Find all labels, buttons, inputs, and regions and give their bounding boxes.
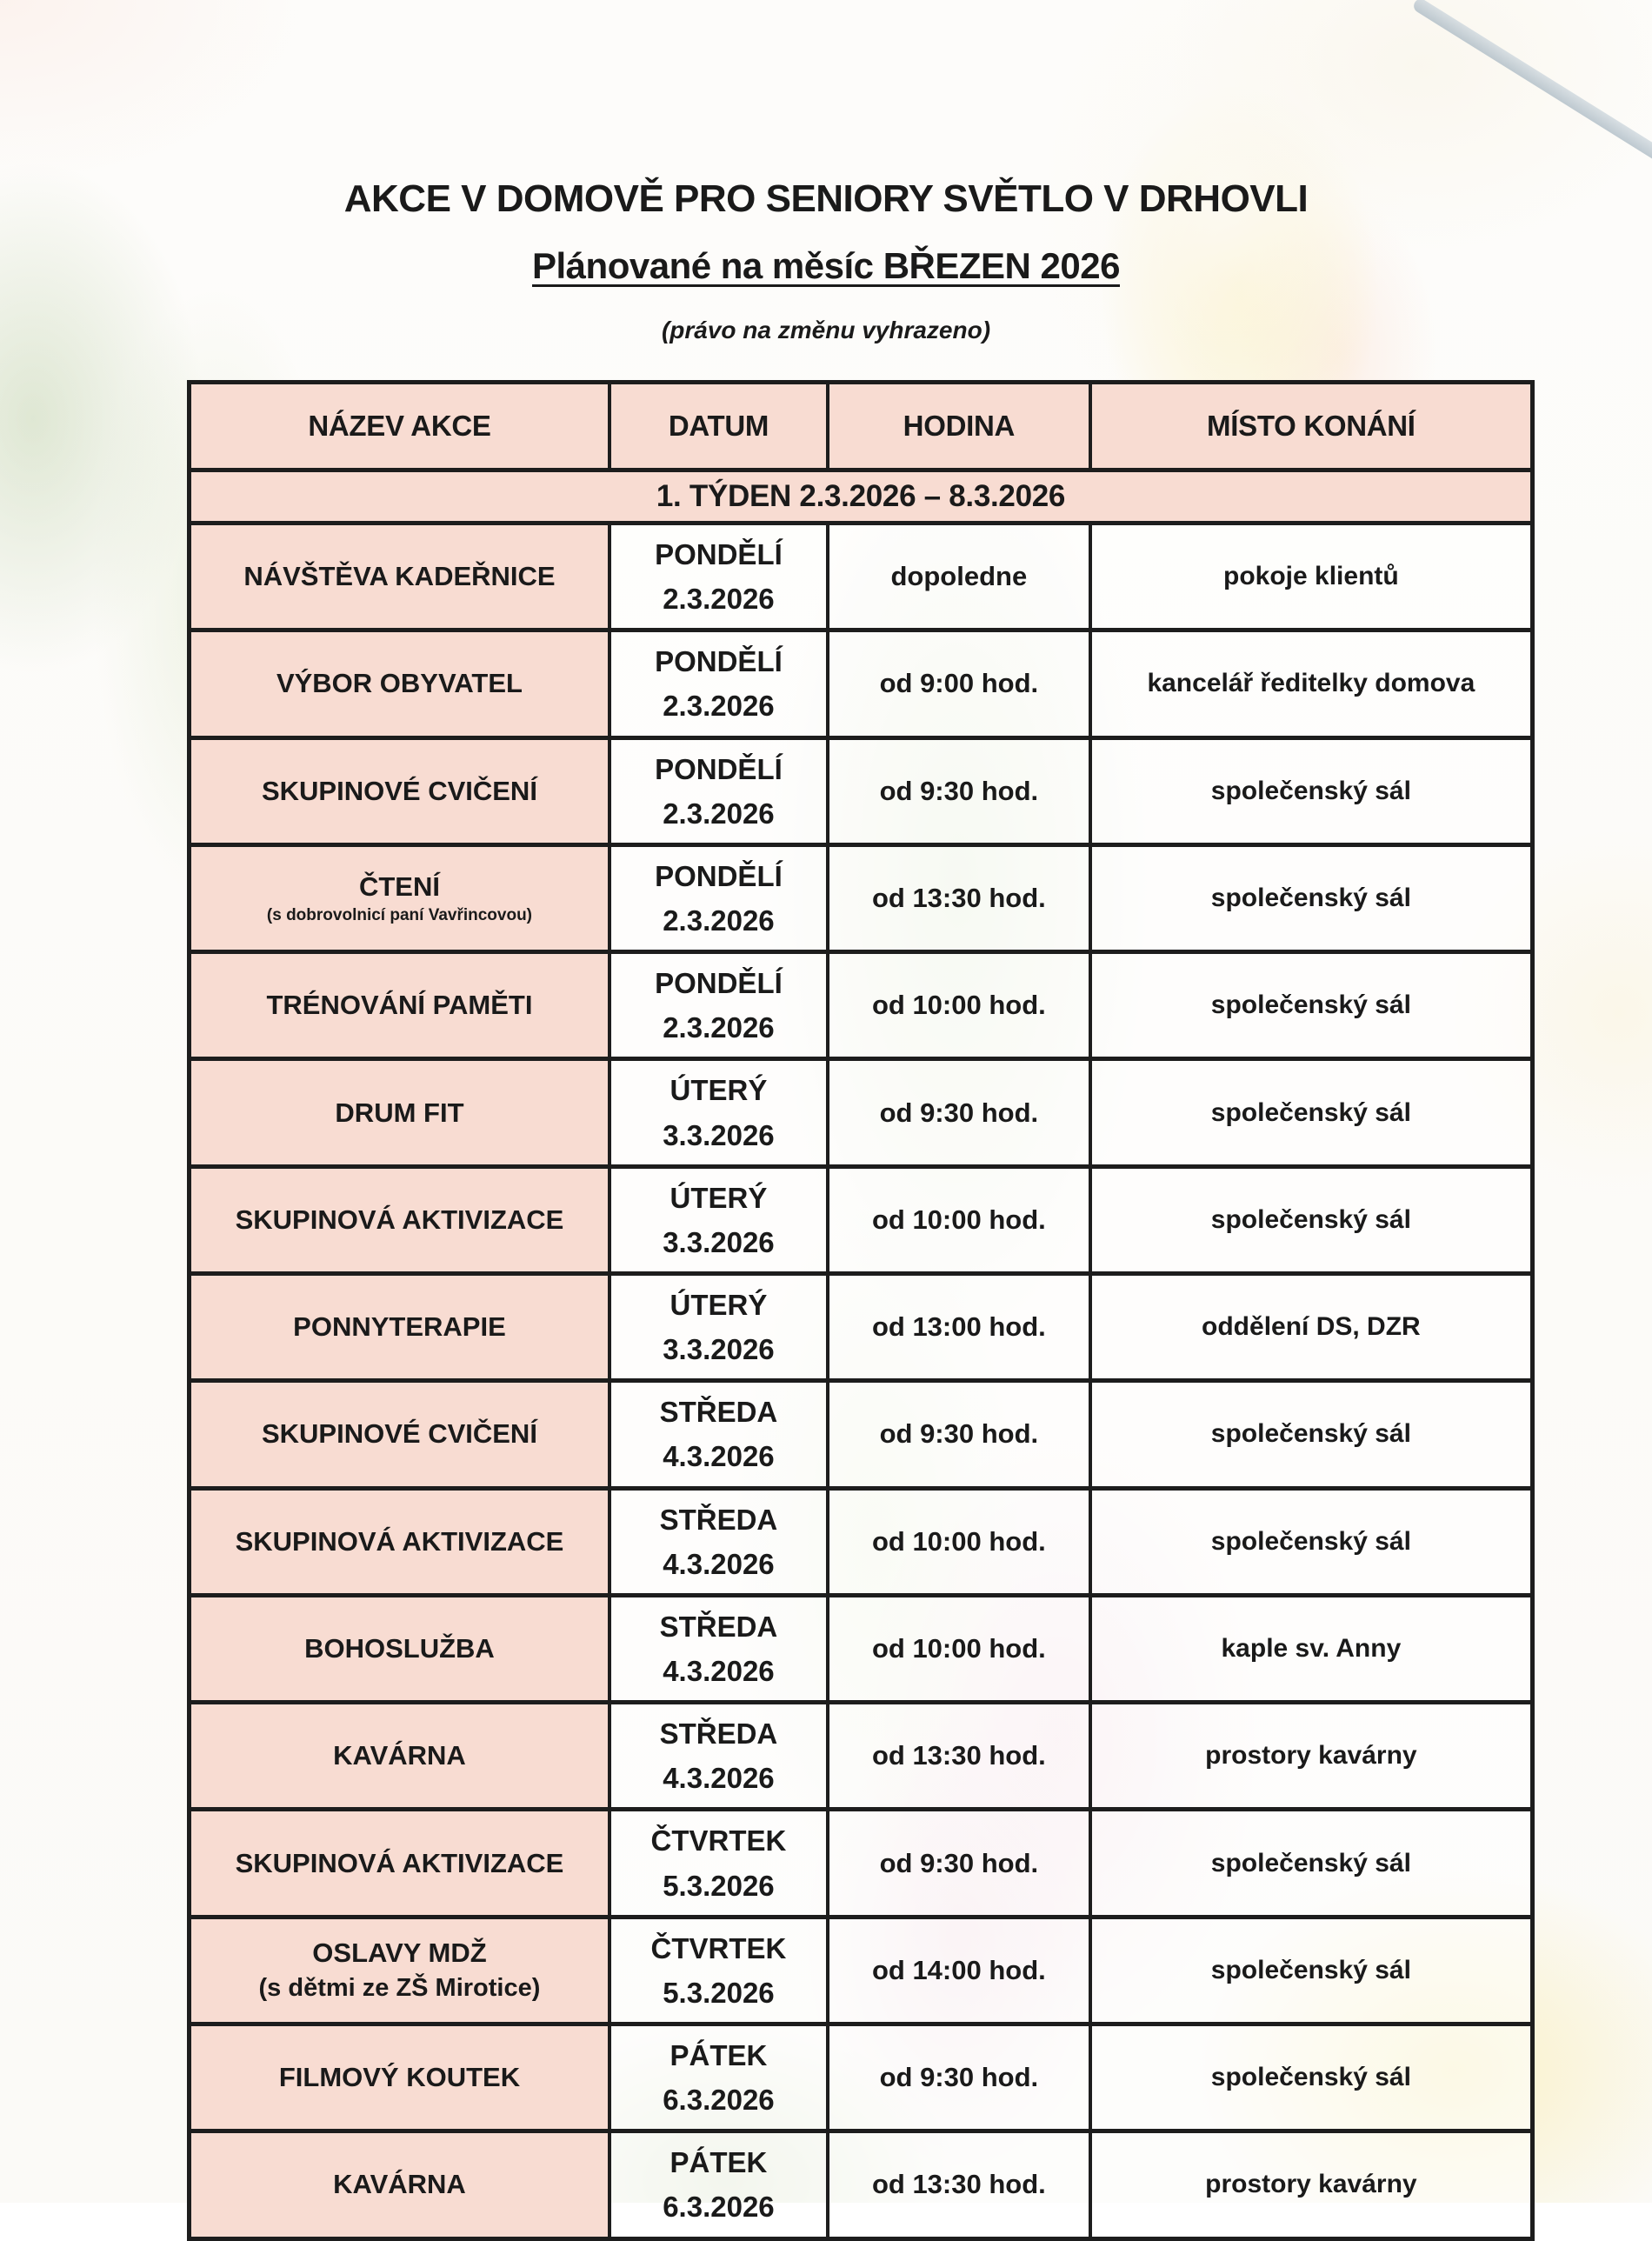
event-name: BOHOSLUŽBA xyxy=(304,1632,495,1664)
event-time: od 9:00 hod. xyxy=(879,668,1039,699)
event-place-cell xyxy=(1089,736,1530,843)
event-day: PÁTEK xyxy=(669,2038,768,2071)
event-place: společenský sál xyxy=(1210,1097,1411,1127)
event-place: společenský sál xyxy=(1210,883,1411,912)
event-date: 6.3.2026 xyxy=(663,2084,775,2117)
event-name: TRÉNOVÁNÍ PAMĚTI xyxy=(266,990,533,1021)
event-time: od 13:00 hod. xyxy=(871,1311,1046,1343)
event-name: SKUPINOVÁ AKTIVIZACE xyxy=(235,1204,564,1235)
event-date: 6.3.2026 xyxy=(663,2191,775,2224)
event-date: 4.3.2026 xyxy=(663,1762,775,1795)
event-place-cell xyxy=(1089,1700,1530,1807)
event-date-cell xyxy=(608,521,826,628)
event-time: od 9:30 hod. xyxy=(879,2062,1039,2093)
event-day: PONDĚLÍ xyxy=(655,645,783,678)
event-date-cell xyxy=(608,1057,826,1164)
event-name: ČTENÍ xyxy=(358,870,440,902)
event-date-cell xyxy=(608,950,826,1057)
event-name: OSLAVY MDŽ xyxy=(312,1938,487,1969)
event-date: 2.3.2026 xyxy=(663,690,775,723)
event-place: společenský sál xyxy=(1210,2063,1411,2092)
event-name-cell xyxy=(191,1915,608,2022)
event-place-cell xyxy=(1089,2129,1530,2236)
event-place: společenský sál xyxy=(1210,1204,1411,1234)
event-place-cell xyxy=(1089,1378,1530,1485)
event-date-cell xyxy=(608,1378,826,1485)
event-time: od 13:30 hod. xyxy=(871,2169,1046,2200)
event-place-cell xyxy=(1089,1593,1530,1700)
event-time-cell xyxy=(826,736,1089,843)
event-date-cell xyxy=(608,1593,826,1700)
event-place-cell xyxy=(1089,2022,1530,2129)
event-day: STŘEDA xyxy=(659,1717,778,1751)
event-place: společenský sál xyxy=(1210,1526,1411,1556)
event-name-cell xyxy=(191,1271,608,1378)
event-time: dopoledne xyxy=(890,561,1028,592)
event-date-cell xyxy=(608,1486,826,1593)
event-date-cell xyxy=(608,843,826,950)
event-date-cell xyxy=(608,1915,826,2022)
event-name-note: (s dětmi ze ZŠ Mirotice) xyxy=(258,1974,541,2003)
event-time-cell xyxy=(826,1807,1089,1914)
event-day: STŘEDA xyxy=(659,1610,778,1643)
event-day: ČTVRTEK xyxy=(650,1931,787,1964)
event-name-cell xyxy=(191,1700,608,1807)
event-date: 5.3.2026 xyxy=(663,1976,775,2009)
event-time-cell xyxy=(826,1271,1089,1378)
event-time-cell xyxy=(826,1378,1089,1485)
event-date-cell xyxy=(608,1164,826,1271)
event-name: PONNYTERAPIE xyxy=(293,1311,506,1343)
event-name-cell xyxy=(191,843,608,950)
event-time-cell xyxy=(826,1700,1089,1807)
event-time: od 9:30 hod. xyxy=(879,1418,1039,1450)
event-name-cell xyxy=(191,736,608,843)
event-date: 4.3.2026 xyxy=(663,1440,775,1473)
event-day: PONDĚLÍ xyxy=(655,752,783,785)
event-name-cell xyxy=(191,950,608,1057)
event-time: od 10:00 hod. xyxy=(871,990,1046,1021)
event-place: společenský sál xyxy=(1210,776,1411,805)
event-place: společenský sál xyxy=(1210,1955,1411,1984)
event-day: PONDĚLÍ xyxy=(655,967,783,1000)
event-date: 4.3.2026 xyxy=(663,1547,775,1580)
event-day: ČTVRTEK xyxy=(650,1824,787,1857)
event-name: NÁVŠTĚVA KADEŘNICE xyxy=(243,561,556,592)
event-name: DRUM FIT xyxy=(335,1097,464,1128)
event-time: od 10:00 hod. xyxy=(871,1525,1046,1557)
event-time-cell xyxy=(826,1915,1089,2022)
event-time: od 13:30 hod. xyxy=(871,882,1046,913)
event-time-cell xyxy=(826,2022,1089,2129)
event-name-cell xyxy=(191,628,608,735)
event-time: od 10:00 hod. xyxy=(871,1632,1046,1664)
event-time: od 9:30 hod. xyxy=(879,1097,1039,1128)
event-date-cell xyxy=(608,1700,826,1807)
page-title: AKCE V DOMOVĚ PRO SENIORY SVĚTLO V DRHOVLI xyxy=(343,177,1309,220)
column-header-place: MÍSTO KONÁNÍ xyxy=(1089,384,1530,468)
change-reserved-note: (právo na změnu vyhrazeno) xyxy=(661,317,991,343)
column-header-time: HODINA xyxy=(826,384,1089,468)
document-headings xyxy=(0,0,1652,344)
event-date: 3.3.2026 xyxy=(663,1118,775,1151)
event-name-note-small: (s dobrovolnicí paní Vavřincovou) xyxy=(266,905,533,924)
event-name: SKUPINOVÉ CVIČENÍ xyxy=(261,775,537,806)
event-date-cell xyxy=(608,628,826,735)
event-name-cell xyxy=(191,1057,608,1164)
event-name: FILMOVÝ KOUTEK xyxy=(278,2062,521,2093)
event-time: od 13:30 hod. xyxy=(871,1740,1046,1771)
event-place-cell xyxy=(1089,950,1530,1057)
event-place-cell xyxy=(1089,1807,1530,1914)
event-day: ÚTERÝ xyxy=(669,1181,768,1214)
event-name-cell xyxy=(191,1807,608,1914)
event-date: 2.3.2026 xyxy=(663,904,775,937)
event-time-cell xyxy=(826,1593,1089,1700)
event-place: společenský sál xyxy=(1210,990,1411,1020)
event-name: KAVÁRNA xyxy=(333,2169,466,2200)
event-place-cell xyxy=(1089,1164,1530,1271)
event-name: KAVÁRNA xyxy=(333,1740,466,1771)
event-time-cell xyxy=(826,1164,1089,1271)
event-date-cell xyxy=(608,2129,826,2236)
event-date-cell xyxy=(608,1807,826,1914)
events-table xyxy=(187,380,1535,2241)
event-day: PONDĚLÍ xyxy=(655,859,783,892)
event-name-cell xyxy=(191,521,608,628)
event-date: 3.3.2026 xyxy=(663,1225,775,1258)
event-name: SKUPINOVÁ AKTIVIZACE xyxy=(235,1847,564,1878)
event-day: ÚTERÝ xyxy=(669,1288,768,1321)
event-time-cell xyxy=(826,843,1089,950)
event-name-cell xyxy=(191,2129,608,2236)
event-place: kancelář ředitelky domova xyxy=(1147,669,1475,698)
event-place-cell xyxy=(1089,1271,1530,1378)
event-time-cell xyxy=(826,1057,1089,1164)
page-subtitle: Plánované na měsíc BŘEZEN 2026 xyxy=(532,245,1120,286)
event-day: PONDĚLÍ xyxy=(655,538,783,570)
event-place-cell xyxy=(1089,1486,1530,1593)
event-time-cell xyxy=(826,628,1089,735)
event-name: VÝBOR OBYVATEL xyxy=(276,668,523,699)
event-date: 2.3.2026 xyxy=(663,583,775,616)
event-date-cell xyxy=(608,736,826,843)
event-name-cell xyxy=(191,1486,608,1593)
event-date: 3.3.2026 xyxy=(663,1333,775,1366)
event-date: 2.3.2026 xyxy=(663,797,775,830)
event-place: prostory kavárny xyxy=(1205,1741,1417,1771)
event-date-cell xyxy=(608,2022,826,2129)
event-place-cell xyxy=(1089,1057,1530,1164)
event-name: SKUPINOVÁ AKTIVIZACE xyxy=(235,1525,564,1557)
event-place: společenský sál xyxy=(1210,1419,1411,1449)
event-place: kaple sv. Anny xyxy=(1221,1633,1402,1663)
column-header-name: NÁZEV AKCE xyxy=(191,384,608,468)
event-day: ÚTERÝ xyxy=(669,1074,768,1107)
event-time: od 9:30 hod. xyxy=(879,1847,1039,1878)
event-name-cell xyxy=(191,1164,608,1271)
event-time-cell xyxy=(826,1486,1089,1593)
event-time-cell xyxy=(826,950,1089,1057)
event-day: STŘEDA xyxy=(659,1396,778,1429)
event-date: 2.3.2026 xyxy=(663,1011,775,1044)
event-time: od 9:30 hod. xyxy=(879,775,1039,806)
event-time-cell xyxy=(826,2129,1089,2236)
event-place: prostory kavárny xyxy=(1205,2170,1417,2199)
event-place-cell xyxy=(1089,843,1530,950)
event-place-cell xyxy=(1089,521,1530,628)
event-place: společenský sál xyxy=(1210,1848,1411,1878)
event-time: od 14:00 hod. xyxy=(871,1954,1046,1985)
event-date: 4.3.2026 xyxy=(663,1654,775,1687)
event-name-cell xyxy=(191,1378,608,1485)
event-date-cell xyxy=(608,1271,826,1378)
event-time: od 10:00 hod. xyxy=(871,1204,1046,1235)
event-place-cell xyxy=(1089,628,1530,735)
event-place-cell xyxy=(1089,1915,1530,2022)
event-day: PÁTEK xyxy=(669,2146,768,2179)
event-date: 5.3.2026 xyxy=(663,1869,775,1902)
week-banner: 1. TÝDEN 2.3.2026 – 8.3.2026 xyxy=(191,468,1530,521)
event-name-cell xyxy=(191,2022,608,2129)
event-day: STŘEDA xyxy=(659,1503,778,1536)
event-place: pokoje klientů xyxy=(1223,562,1399,591)
event-name: SKUPINOVÉ CVIČENÍ xyxy=(261,1418,537,1450)
event-time-cell xyxy=(826,521,1089,628)
event-place: oddělení DS, DZR xyxy=(1202,1312,1421,1342)
event-name-cell xyxy=(191,1593,608,1700)
column-header-date: DATUM xyxy=(608,384,826,468)
